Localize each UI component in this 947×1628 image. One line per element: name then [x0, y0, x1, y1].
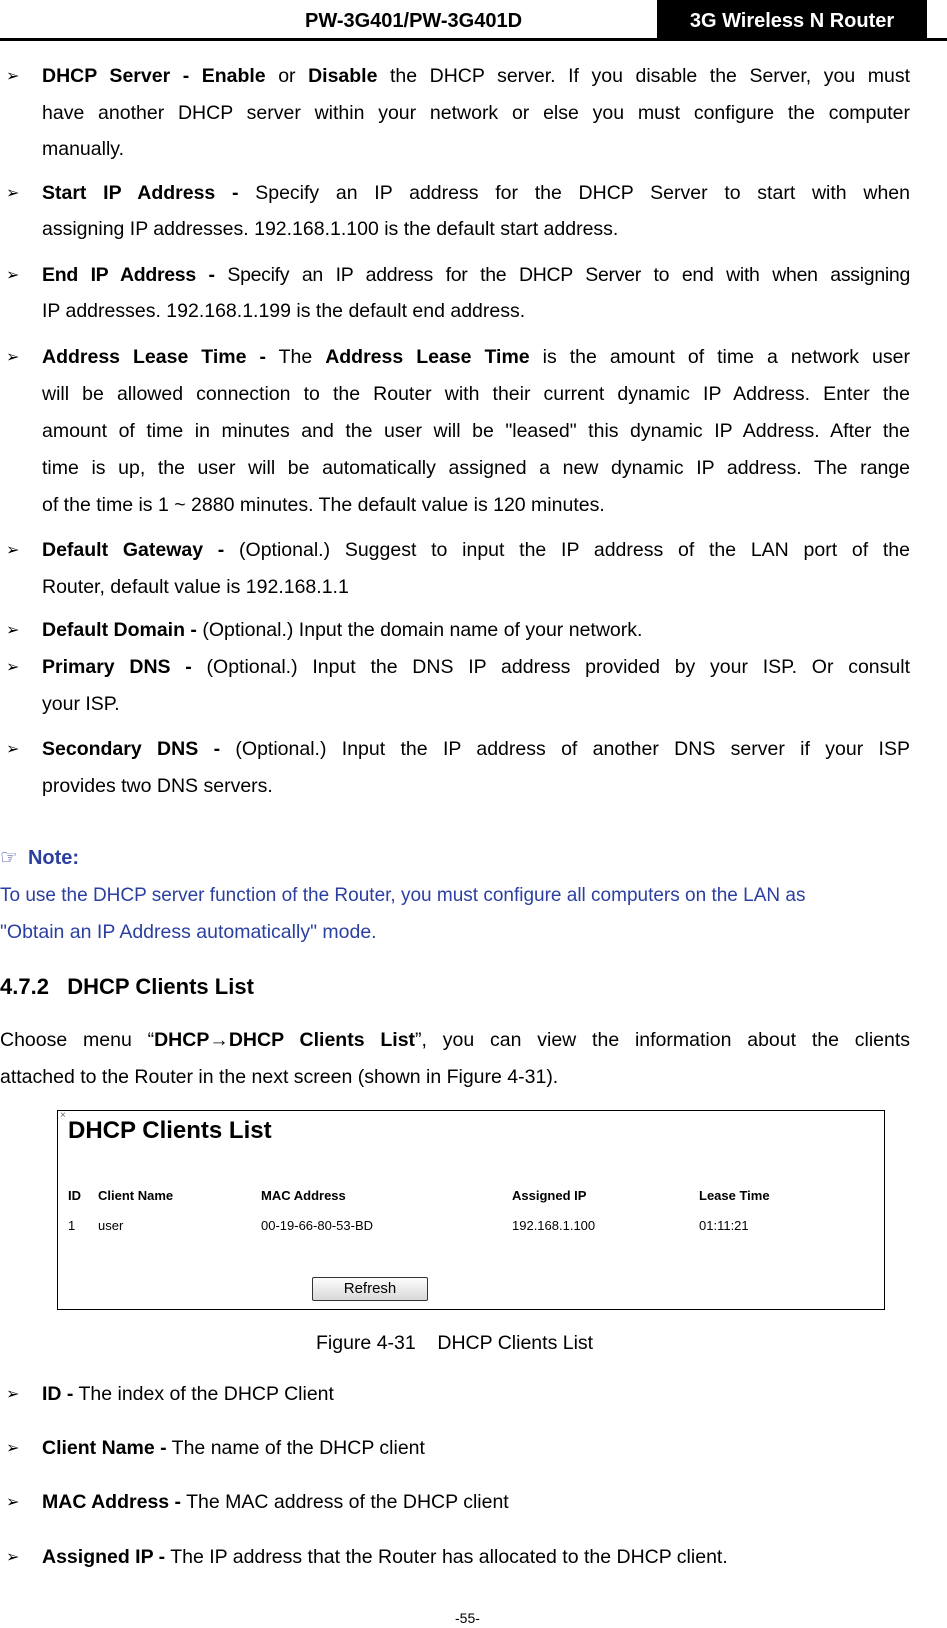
end-ip-line-1: End IP Address - Specify an IP address for the DHCP Server to end with when assigning [42, 264, 910, 286]
col-header-mac-address: MAC Address [261, 1188, 346, 1203]
figure-title: DHCP Clients List [68, 1117, 272, 1144]
default-gateway-line-2: Router, default value is 192.168.1.1 [42, 576, 349, 598]
bullet-arrow-icon: ➢ [6, 347, 20, 366]
intro-line-2: attached to the Router in the next screen (shown in Figure 4-31). [0, 1066, 559, 1088]
table-cell-assigned-ip: 192.168.1.100 [512, 1218, 596, 1233]
header-product-tab: 3G Wireless N Router [657, 0, 927, 40]
intro-line-1: Choose menu “DHCP→DHCP Clients List”, you can view the information about the clients [0, 1029, 911, 1051]
col-header-id: ID [68, 1188, 81, 1203]
note-text-line-1: To use the DHCP server function of the Router, you must configure all computers on the LAN as [0, 885, 806, 906]
lease-time-line-1: Address Lease Time - The Address Lease Time is the amount of time a network user [42, 346, 910, 368]
bullet-arrow-icon: ➢ [6, 183, 20, 202]
note-text-line-2: "Obtain an IP Address automatically" mode. [0, 921, 377, 943]
start-ip-line-2: assigning IP addresses. 192.168.1.100 is the default start address. [42, 218, 619, 240]
dhcp-server-line-1: DHCP Server - Enable or Disable the DHCP server. If you disable the Server, you must [42, 65, 910, 87]
bullet-arrow-icon: ➢ [6, 1438, 20, 1457]
dhcp-clients-figure [57, 1110, 885, 1310]
default-gateway-line-1: Default Gateway - (Optional.) Suggest to input the IP address of the LAN port of the [42, 539, 910, 561]
table-cell-lease-time: 01:11:21 [699, 1218, 749, 1233]
assigned-ip-description: Assigned IP - The IP address that the Router has allocated to the DHCP client. [42, 1546, 728, 1568]
page-header [0, 0, 947, 40]
dhcp-server-line-3: manually. [42, 138, 125, 160]
primary-dns-line-2: your ISP. [42, 693, 120, 715]
default-domain-line: Default Domain - (Optional.) Input the domain name of your network. [42, 619, 643, 641]
start-ip-line-1: Start IP Address - Specify an IP address for the DHCP Server to start with when [42, 182, 910, 204]
refresh-button[interactable]: Refresh [312, 1277, 428, 1301]
id-description: ID - The index of the DHCP Client [42, 1383, 334, 1405]
bullet-arrow-icon: ➢ [6, 739, 20, 758]
lease-time-line-5: of the time is 1 ~ 2880 minutes. The default value is 120 minutes. [42, 494, 605, 516]
col-header-assigned-ip: Assigned IP [512, 1188, 587, 1203]
close-icon[interactable]: × [60, 1110, 66, 1121]
bullet-arrow-icon: ➢ [6, 66, 20, 85]
header-rule [0, 38, 947, 41]
primary-dns-line-1: Primary DNS - (Optional.) Input the DNS IP address provided by your ISP. Or consult [42, 656, 910, 678]
bullet-arrow-icon: ➢ [6, 540, 20, 559]
mac-address-description: MAC Address - The MAC address of the DHCP client [42, 1491, 509, 1513]
table-cell-client-name: user [98, 1218, 124, 1233]
end-ip-line-2: IP addresses. 192.168.1.199 is the default end address. [42, 300, 526, 322]
bullet-arrow-icon: ➢ [6, 1547, 20, 1566]
page-number: -55- [455, 1610, 480, 1626]
header-model: PW-3G401/PW-3G401D [305, 10, 523, 32]
col-header-client-name: Client Name [98, 1188, 174, 1203]
secondary-dns-line-2: provides two DNS servers. [42, 775, 273, 797]
bullet-arrow-icon: ➢ [6, 657, 20, 676]
table-cell-mac-address: 00-19-66-80-53-BD [261, 1218, 374, 1233]
note-heading: ☞ Note: [0, 845, 80, 869]
client-name-description: Client Name - The name of the DHCP client [42, 1437, 425, 1459]
dhcp-server-line-2: have another DHCP server within your network or else you must configure the computer [42, 102, 910, 124]
pointing-hand-icon: ☞ [0, 845, 18, 869]
secondary-dns-line-1: Secondary DNS - (Optional.) Input the IP address of another DNS server if your ISP [42, 738, 910, 760]
lease-time-line-3: amount of time in minutes and the user will be "leased" this dynamic IP Address. After the [42, 420, 910, 442]
lease-time-line-2: will be allowed connection to the Router with their current dynamic IP Address. Enter the [42, 383, 910, 405]
bullet-arrow-icon: ➢ [6, 1384, 20, 1403]
figure-caption: Figure 4-31 DHCP Clients List [316, 1332, 594, 1354]
bullet-arrow-icon: ➢ [6, 265, 20, 284]
bullet-arrow-icon: ➢ [6, 620, 20, 639]
bullet-arrow-icon: ➢ [6, 1492, 20, 1511]
col-header-lease-time: Lease Time [699, 1188, 770, 1203]
table-cell-id: 1 [68, 1218, 76, 1233]
section-heading: 4.7.2 DHCP Clients List [0, 974, 254, 999]
lease-time-line-4: time is up, the user will be automatically assigned a new dynamic IP address. The range [42, 457, 910, 479]
